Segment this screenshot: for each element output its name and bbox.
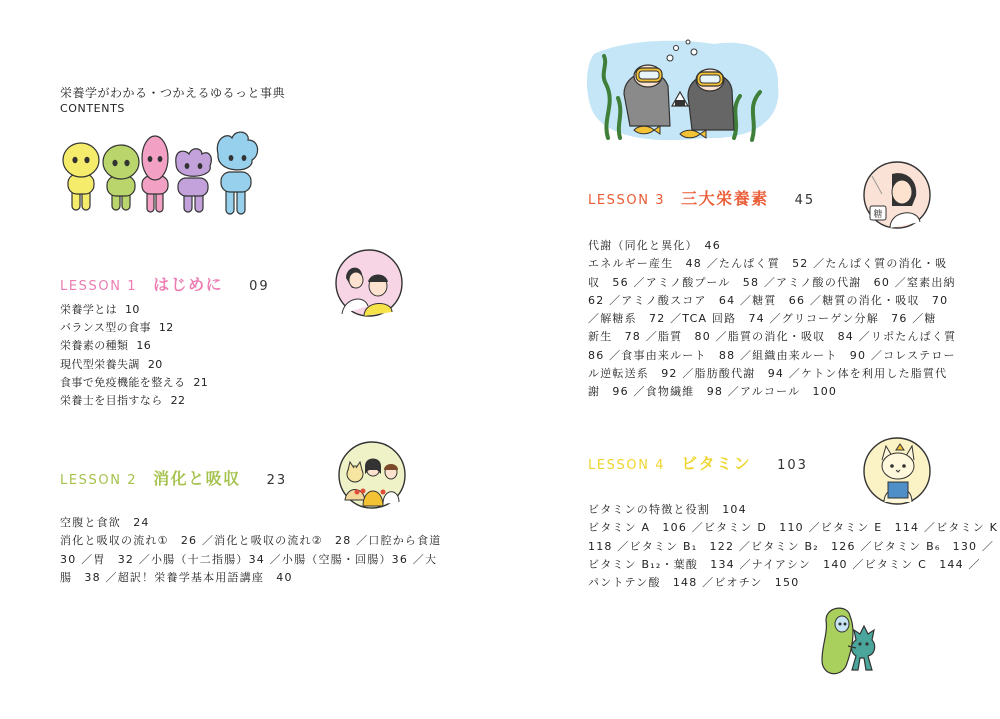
toc-item-page: 10	[125, 303, 140, 316]
lesson3-page: 45	[794, 193, 816, 208]
toc-item	[60, 301, 208, 319]
toc-item-label: バランス型の食事	[60, 321, 151, 335]
lesson3-toc-text	[588, 237, 956, 402]
toc-item-label: 現代型栄養失調	[60, 357, 140, 371]
toc-item-page: 22	[170, 393, 186, 407]
lesson2-title: 消化と吸収	[153, 469, 241, 488]
toc-line: ／解糖系 72 ／TCA 回路 74 ／グリコーゲン分解 76 ／糖	[588, 312, 937, 326]
book-title: 栄養学がわかる・つかえるゆるっと事典	[60, 86, 286, 100]
toc-item-page: 16	[136, 339, 152, 353]
toc-item-label: 栄養士を目指すなら	[60, 393, 163, 407]
mascot-characters-illustration	[56, 126, 276, 222]
lesson3-circle-illustration	[862, 160, 932, 230]
toc-line: パントテン酸 148 ／ビオチン 150	[588, 576, 800, 590]
toc-line: エネルギー産生 48 ／たんぱく質 52 ／たんぱく質の消化・吸	[588, 257, 948, 271]
toc-line: ビタミン B₁₂・葉酸 134 ／ナイアシン 140 ／ビタミン C 144 ／	[588, 557, 981, 571]
contents-label: CONTENTS	[60, 102, 125, 115]
toc-item-page: 20	[147, 357, 163, 371]
lesson4-number: LESSON 4	[588, 458, 666, 473]
toc-line: 代謝（同化と異化） 46	[588, 239, 721, 252]
toc-line: 86 ／食事由来ルート 88 ／組織由来ルート 90 ／コレステロー	[588, 348, 956, 362]
lesson2-toc-text	[60, 514, 442, 587]
toc-item-label: 栄養素の種類	[60, 339, 129, 353]
toc-line: ビタミンの特徴と役割 104	[588, 503, 747, 516]
lesson3-title: 三大栄養素	[681, 189, 769, 208]
toc-line: 謝 96 ／食物繊維 98 ／アルコール 100	[588, 385, 838, 399]
lesson2-heading	[60, 466, 287, 489]
svg-text:糖: 糖	[873, 210, 883, 220]
lesson3-heading	[588, 186, 815, 209]
toc-item	[60, 337, 208, 355]
toc-line: ビタミン A 106 ／ビタミン D 110 ／ビタミン E 114 ／ビタミン K	[588, 521, 999, 535]
toc-item-label: 食事で免疫機能を整える	[60, 375, 186, 389]
toc-item-page: 21	[193, 375, 209, 389]
toc-line: 腸 38 ／超訳！栄養学基本用語講座 40	[60, 570, 293, 584]
vitamin-characters-illustration	[816, 600, 890, 680]
toc-item	[60, 319, 208, 337]
toc-line: 62 ／アミノ酸スコア 64 ／糖質 66 ／糖質の消化・吸収 70	[588, 293, 949, 307]
lesson1-title: はじめに	[153, 275, 224, 294]
lesson4-heading	[588, 451, 808, 474]
lesson4-page: 103	[777, 458, 808, 473]
right-page	[500, 0, 1000, 719]
lesson1-number: LESSON 1	[60, 279, 138, 294]
toc-item	[60, 392, 208, 410]
lesson3-number: LESSON 3	[588, 193, 666, 208]
lesson2-number: LESSON 2	[60, 473, 138, 488]
toc-line: 収 56 ／アミノ酸プール 58 ／アミノ酸の代謝 60 ／窒素出納	[588, 275, 956, 289]
toc-line: ル逆転送系 92 ／脂肪酸代謝 94 ／ケトン体を利用した脂質代	[588, 367, 948, 381]
toc-line: 消化と吸収の流れ① 26 ／消化と吸収の流れ② 28 ／口腔から食道	[60, 534, 442, 548]
toc-item	[60, 374, 208, 392]
lesson4-circle-illustration	[862, 436, 932, 506]
toc-item-page: 12	[158, 321, 174, 335]
toc-line: 118 ／ビタミン B₁ 122 ／ビタミン B₂ 126 ／ビタミン B₆ 130 ／	[588, 539, 995, 553]
lesson1-page: 09	[249, 279, 270, 294]
divers-illustration	[584, 34, 782, 146]
toc-line: 空腹と食欲 24	[60, 516, 150, 529]
toc-line: 30 ／胃 32 ／小腸（十二指腸）34 ／小腸（空腸・回腸）36 ／大	[60, 552, 438, 566]
lesson1-toc-list	[60, 301, 208, 410]
lesson2-circle-illustration	[337, 440, 407, 510]
lesson4-toc-text	[588, 501, 998, 592]
lesson2-page: 23	[266, 473, 288, 488]
toc-line: 新生 78 ／脂質 80 ／脂質の消化・吸収 84 ／リポたんぱく質	[588, 330, 957, 344]
lesson4-title: ビタミン	[681, 454, 752, 473]
lesson1-circle-illustration	[334, 248, 404, 318]
lesson1-heading	[60, 272, 270, 295]
toc-item-label: 栄養学とは	[60, 303, 117, 316]
toc-item	[60, 356, 208, 374]
